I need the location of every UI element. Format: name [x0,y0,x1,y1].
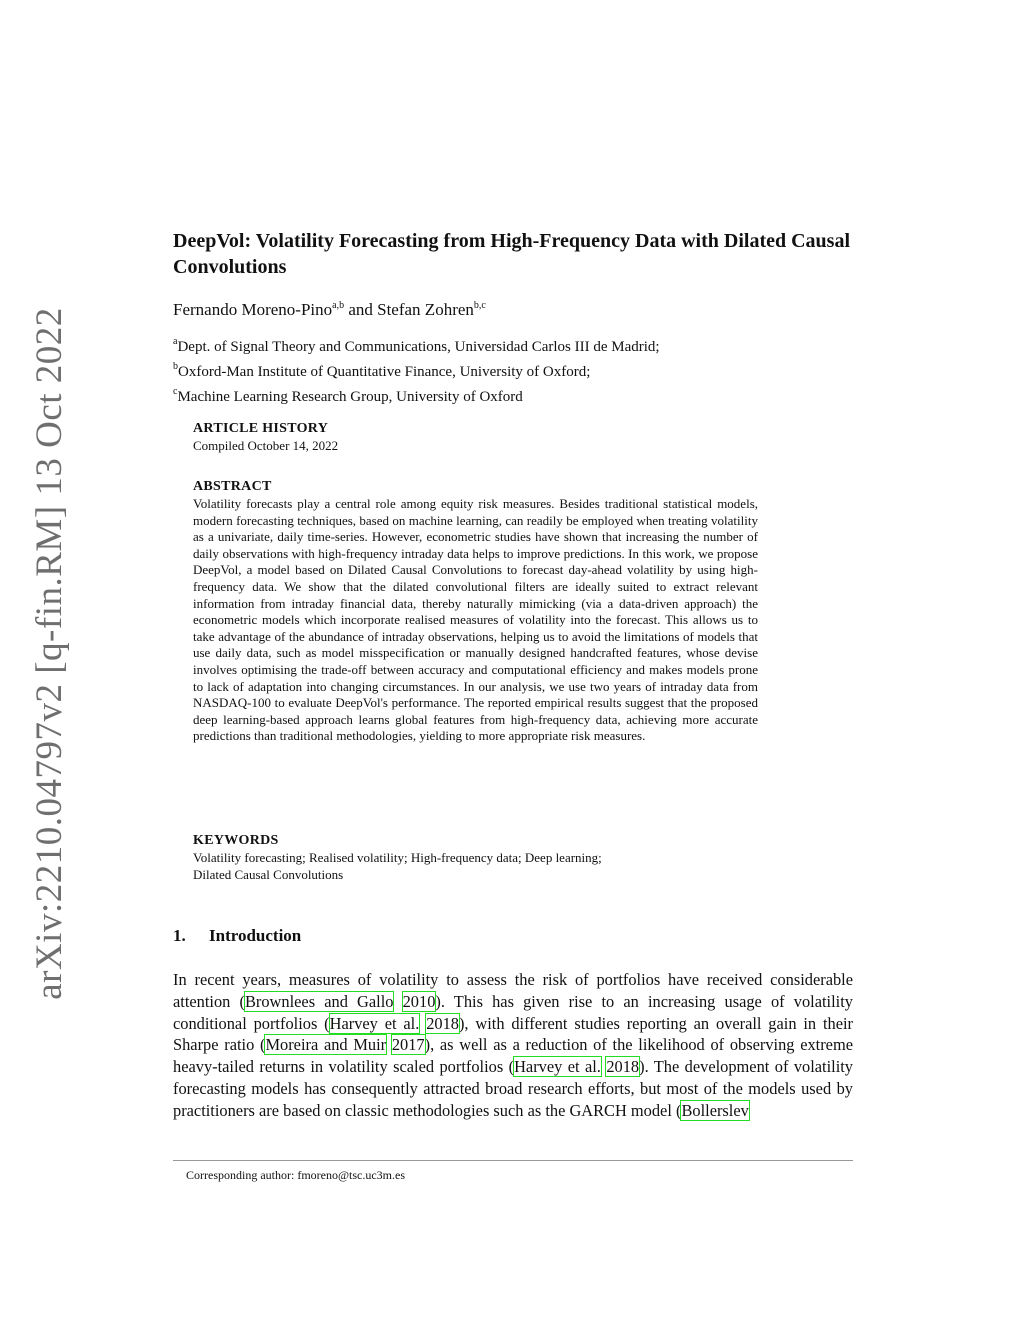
affiliation-mark: a [173,336,178,347]
article-history-heading: ARTICLE HISTORY [193,421,329,436]
section-number: 1. [173,926,186,945]
citation-link[interactable]: Moreira and Muir [265,1035,387,1055]
affiliation-mark: b [173,361,178,372]
citation-link[interactable]: Harvey et al. [329,1013,420,1033]
section-title: Introduction [209,926,302,945]
author-affiliation-mark: b,c [473,300,486,311]
abstract-heading: ABSTRACT [193,479,272,494]
citation-year-link[interactable]: 2017 [391,1035,425,1055]
affiliation-line [173,332,660,357]
body-text-run [386,1035,392,1054]
abstract-text: Volatility forecasts play a central role among equity risk measures. Besides traditional statistical models, modern forecasting techniques, based on machine learning, can readily be employed when treating volatility as a univariate, daily time-series. However, econometric studies have shown that increasing the number of daily observations with high-frequency intraday data helps to improve predictions. In this work, we propose DeepVol, a model based on Dilated Causal Convolutions to forecast day-ahead volatility by using high-frequency data. We show that the dilated convolutional filters are ideally suited to extract relevant information from intraday financial data, thereby naturally mimicking (via a data-driven approach) the econometric models which incorporate realised measures of volatility into the forecast. This allows us to take advantage of the abundance of intraday observations, helping us to avoid the limitations of models that use daily data, such as model misspecification or manually designed handcrafted features, whose devise involves optimising the trade-off between accuracy and computational efficiency and makes models prone to lack of adaptation into changing circumstances. In our analysis, we use two years of intraday data from NASDAQ-100 to evaluate DeepVol's performance. The reported empirical results suggest that the proposed deep learning-based approach learns global features from high-frequency data, achieving more accurate predictions than traditional methodologies, yielding to more appropriate risk measures. [193,496,758,744]
citation-year-link[interactable]: 2010 [402,991,436,1011]
compiled-date: Compiled October 14, 2022 [193,438,339,453]
introduction-paragraph [173,969,853,1122]
body-text-run: ), as well as a reduction of the likelihood of observing extreme heavy-tailed returns in volatility scaled portfolios ( [173,1035,853,1077]
author-name: Fernando Moreno-Pino [173,300,333,319]
article-history [193,420,758,455]
keywords-heading: KEYWORDS [193,833,279,848]
abstract [193,478,758,745]
arxiv-side-stamp [28,306,70,1000]
footnote-divider [173,1160,853,1161]
author-name: Stefan Zohren [377,300,474,319]
affiliation-line [173,357,660,382]
affiliation-text: Oxford-Man Institute of Quantitative Finance, University of Oxford; [178,364,591,380]
citation-link[interactable]: Harvey et al. [514,1057,601,1077]
author-affiliation-mark: a,b [332,300,345,311]
body-text-run: In recent years, measures of volatility to assess the risk of portfolios have received considerable attention ( [173,970,853,1011]
author-list [173,300,486,320]
section-heading [173,926,301,946]
citation-link[interactable]: Brownlees and Gallo [244,991,394,1011]
affiliation-text: Dept. of Signal Theory and Communications, Universidad Carlos III de Madrid; [177,339,660,355]
arxiv-identifier: arXiv:2210.04797v2 [q-fin.RM] 13 Oct 2022 [28,306,70,1000]
body-text-run [393,992,402,1011]
body-text-run: ). This has given rise to an increasing usage of volatility conditional portfolios ( [173,991,853,1033]
affiliations [173,332,660,407]
citation-year-link[interactable]: 2018 [606,1057,640,1077]
citation-link[interactable]: Bollerslev [681,1100,749,1120]
body-text-run: ). The development of volatility forecasting models has consequently attracted broad research efforts, but most of the models used by practitioners are based on classic methodologies such as the GARCH model ( [173,1057,853,1120]
author-joiner: and [344,300,378,319]
keywords-line: Volatility forecasting; Realised volatility; High-frequency data; Deep learning; [193,850,602,865]
keywords-line: Dilated Causal Convolutions [193,866,344,882]
body-text-run: ), with different studies reporting an overall gain in their Sharpe ratio ( [173,1013,854,1055]
paper-title: DeepVol: Volatility Forecasting from High-Frequency Data with Dilated Causal Convolutions [173,230,851,278]
affiliation-text: Machine Learning Research Group, University of Oxford [177,389,523,405]
affiliation-line [173,382,660,407]
citation-year-link[interactable]: 2018 [426,1013,459,1033]
affiliation-mark: c [173,386,178,397]
footnote: Corresponding author: fmoreno@tsc.uc3m.es [186,1168,406,1182]
keywords [193,832,758,883]
